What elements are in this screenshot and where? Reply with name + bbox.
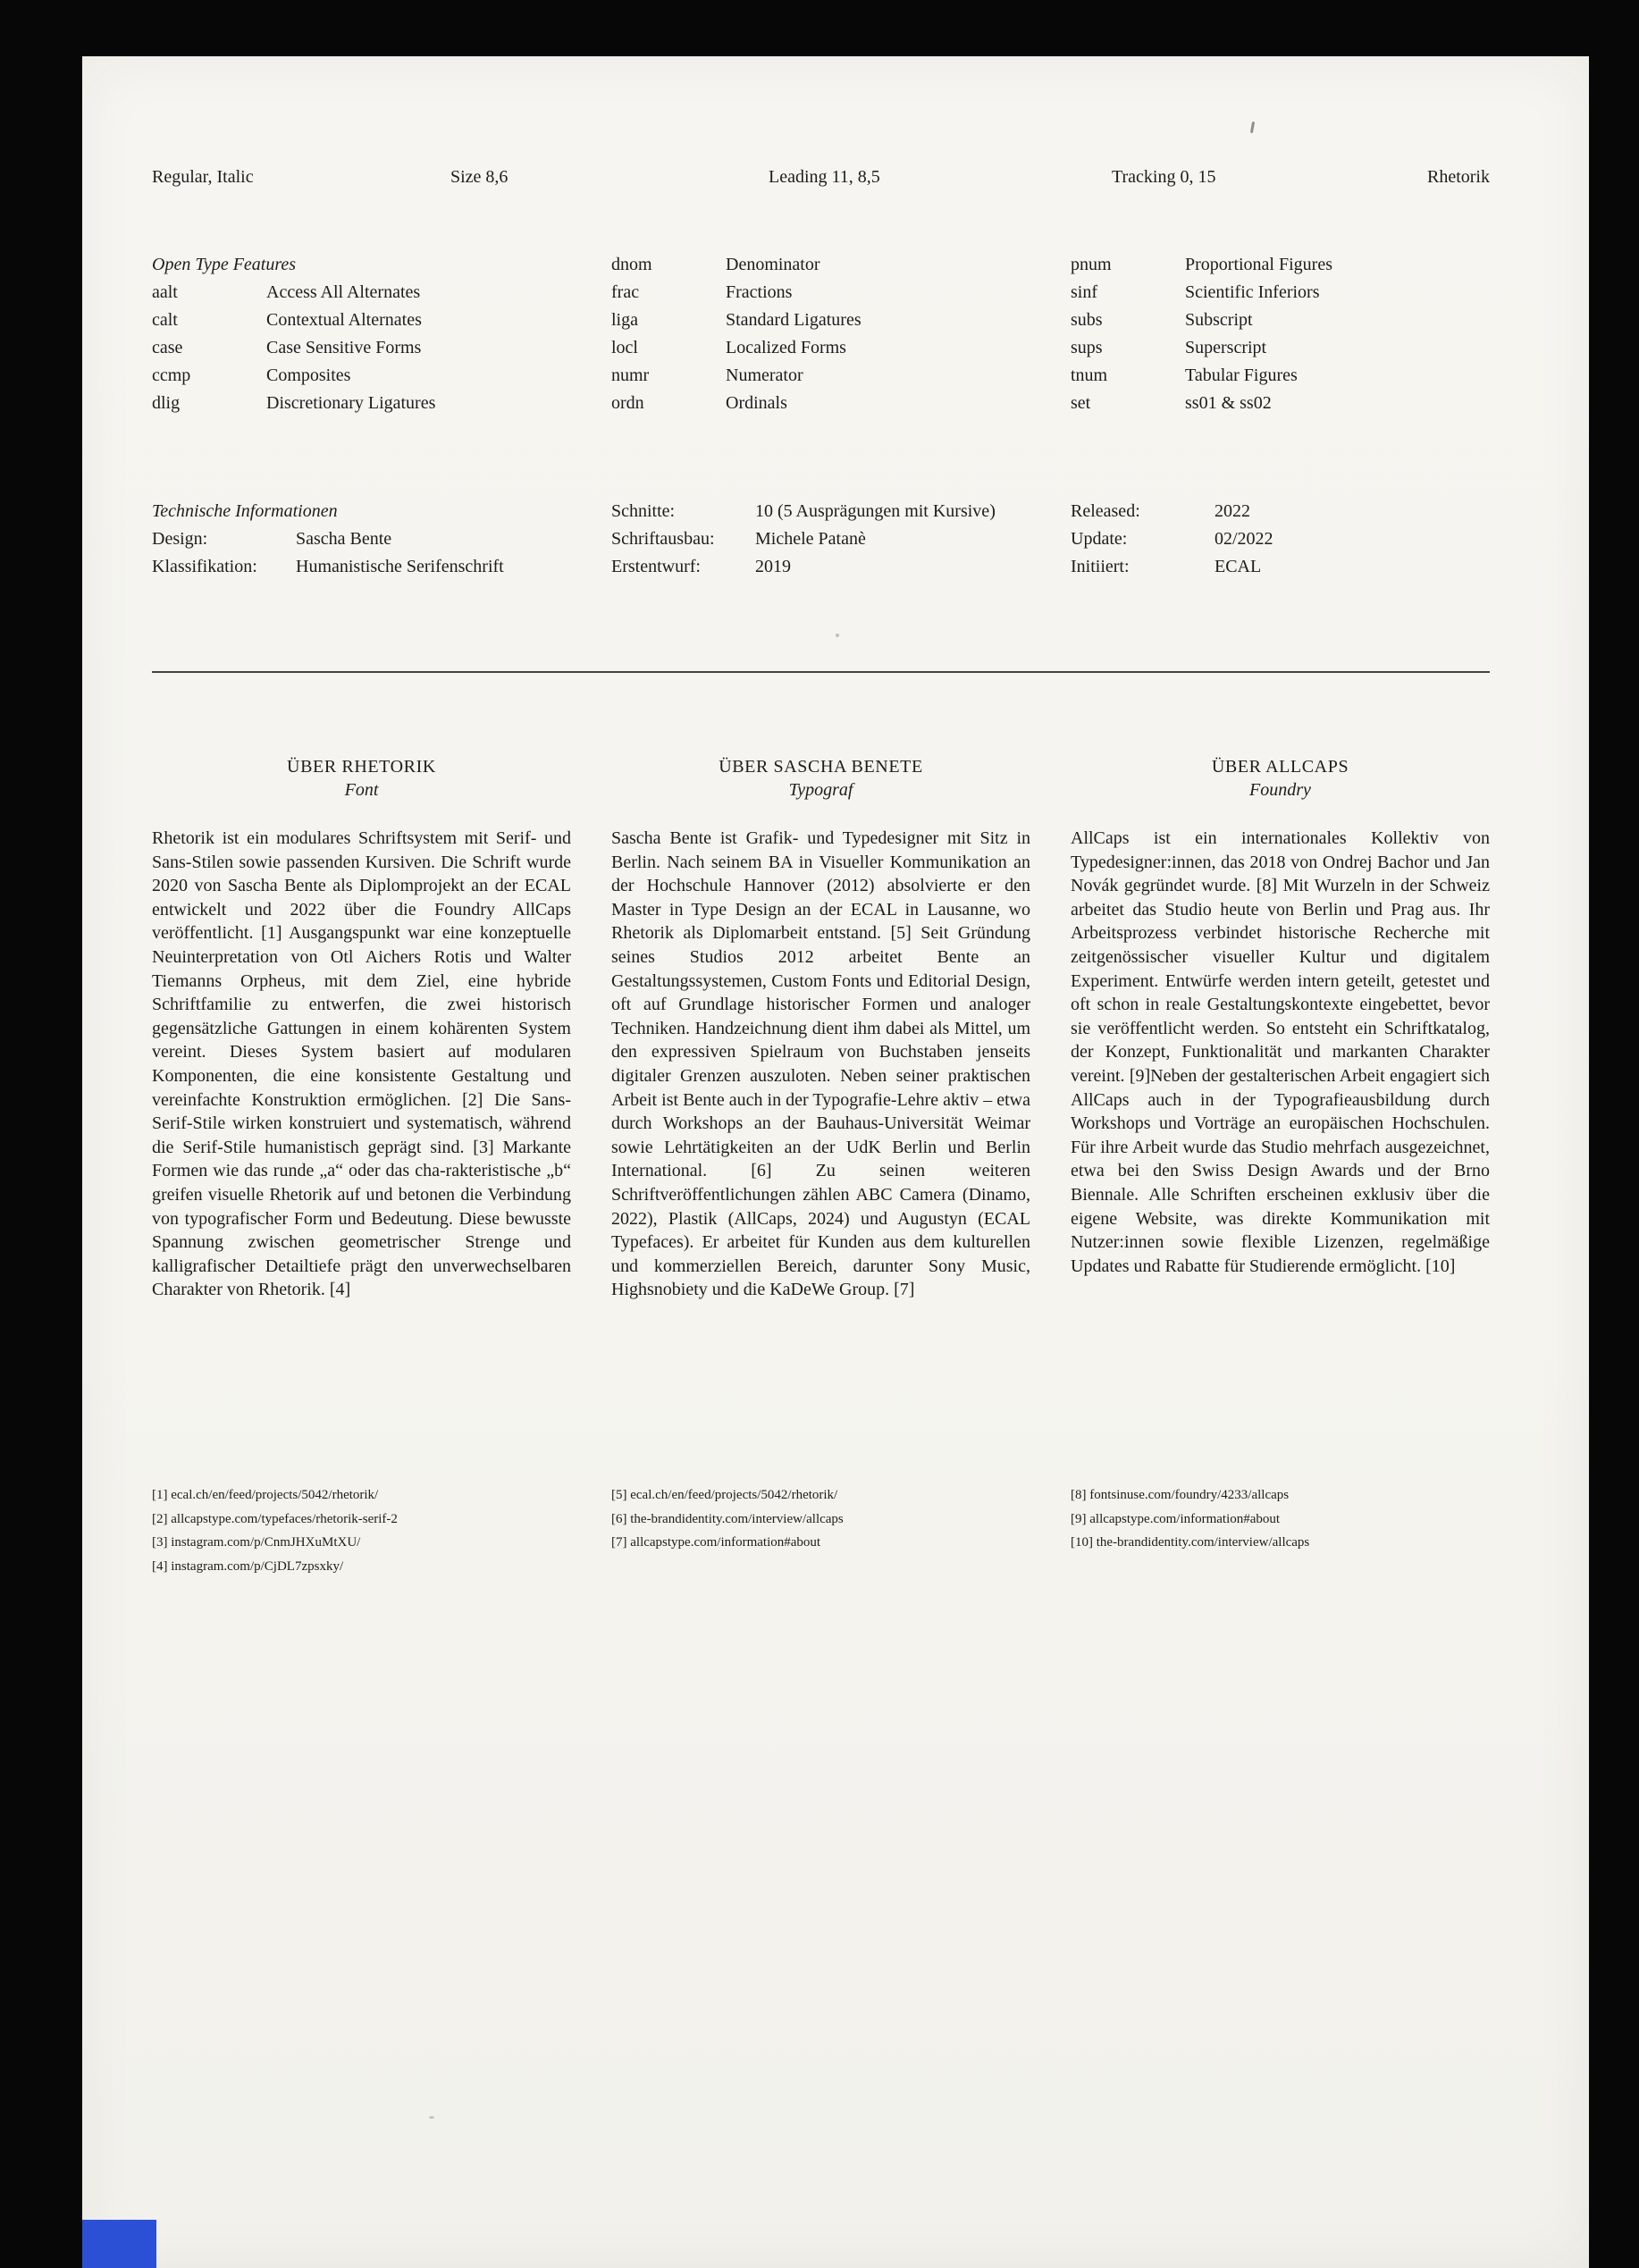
articles-section xyxy=(152,755,1490,1302)
footnote-item: [8] fontsinuse.com/foundry/4233/allcaps xyxy=(1071,1488,1290,1502)
technical-row xyxy=(152,553,571,581)
feature-tag: case xyxy=(152,338,183,357)
feature-name: Standard Ligatures xyxy=(726,310,862,330)
feature-tag: frac xyxy=(611,282,640,302)
technical-value: 2022 xyxy=(1215,501,1250,521)
article-allcaps xyxy=(1071,755,1490,1302)
feature-row xyxy=(611,251,1030,279)
feature-row xyxy=(611,334,1030,362)
footnote-list-2 xyxy=(611,1483,1030,1578)
technical-value: Michele Patanè xyxy=(755,529,866,549)
blue-corner-mark xyxy=(82,2220,156,2268)
feature-tag: subs xyxy=(1071,310,1103,330)
specimen-page xyxy=(82,56,1589,2268)
technical-row xyxy=(152,525,571,553)
feature-tag: locl xyxy=(611,338,638,357)
scan-artifact xyxy=(429,2116,434,2119)
feature-row xyxy=(611,362,1030,390)
article-heading: ÜBER SASCHA BENETE xyxy=(719,757,923,777)
feature-name: Composites xyxy=(266,365,351,385)
technical-info-section xyxy=(152,498,1490,581)
article-body: Rhetorik ist ein modulares Schriftsystem mit Serif- und Sans-Stilen sowie passenden Kursiven. Die Schrift wurde 2020 von Sascha Bente als Diplomprojekt an der ECAL entwickelt und 2022 über die Foundry AllCaps veröffentlicht. [1] Ausgangspunkt war eine konzeptuelle Neuinterpretation von Otl Aichers Rotis und Walter Tiemanns Orpheus, mit dem Ziel, eine hybride Schriftfamilie zu entwerfen, die zwei historisch gegensätzliche Gattungen in einem kohärenten System vereint. Dieses System basiert auf modularen Komponenten, die eine konsistente Gestaltung und vereinfachte Konstruktion ermöglichen. [2] Die Sans-Serif-Stile wirken konstruiert und systematisch, während die Serif-Stile humanistisch geprägt sind. [3] Markante Formen wie das runde „a“ oder das cha-rakteristische „b“ greifen visuelle Rhetorik auf und betonen die Verbindung von typografischer Form und Bedeutung. Diese bewusste Spannung zwischen geometrischer Strenge und kalligrafischer Detailtiefe prägt den unverwechselbaren Charakter von Rhetorik. [4] xyxy=(152,828,571,1300)
technical-column-1 xyxy=(152,498,571,581)
article-subheading: Foundry xyxy=(1249,780,1311,800)
opentype-features-section xyxy=(152,251,1490,417)
footnote-item: [5] ecal.ch/en/feed/projects/5042/rhetorik/ xyxy=(611,1488,838,1502)
feature-name: Proportional Figures xyxy=(1185,255,1332,274)
feature-row xyxy=(611,307,1030,334)
feature-tag: sinf xyxy=(1071,282,1097,302)
feature-name: Localized Forms xyxy=(726,338,846,357)
feature-name: Access All Alternates xyxy=(266,282,421,302)
feature-row xyxy=(611,279,1030,307)
feature-name: ss01 & ss02 xyxy=(1185,393,1272,413)
article-body: AllCaps ist ein internationales Kollektiv von Typedesigner:innen, das 2018 von Ondrej Bachor und Jan Novák gegründet wurde. [8] Mit Wurzeln in der Schweiz arbeitet das Studio heute von Berlin und Prag aus. Ihr Arbeitsprozess verbindet historische Recherche mit zeitgenössischer visueller Kultur und digitalem Experiment. Entwürfe werden intern geteilt, getestet und oft schon in reale Gestaltungskontexte eingebettet, bevor sie veröffentlicht werden. So entsteht ein Schriftkatalog, der Konzept, Funktionalität und markanten Charakter vereint. [9]Neben der gestalterischen Arbeit engagiert sich AllCaps auch in der Typografieausbildung durch Workshops und Vorträge an europäischen Hochschulen. Für ihre Arbeit wurde das Studio mehrfach ausgezeichnet, etwa bei den Swiss Design Awards und der Brno Biennale. Alle Schriften erscheinen exklusiv über die eigene Website, was direkte Kommunikation mit Nutzer:innen sowie flexible Lizenzen, regelmäßige Updates und Rabatte für Studierende ermöglicht. [10] xyxy=(1071,828,1490,1276)
article-heading: ÜBER ALLCAPS xyxy=(1211,757,1349,777)
feature-name: Discretionary Ligatures xyxy=(266,393,436,413)
article-sascha-bente xyxy=(611,755,1030,1302)
leading-label: Leading 11, 8,5 xyxy=(769,167,880,187)
technical-row xyxy=(1071,525,1490,553)
scan-artifact xyxy=(836,634,839,637)
feature-name: Case Sensitive Forms xyxy=(266,338,422,357)
technical-row xyxy=(1071,498,1490,525)
article-subheading: Font xyxy=(344,780,379,800)
feature-row xyxy=(152,279,571,307)
technical-list xyxy=(152,525,571,581)
feature-tag: dnom xyxy=(611,255,652,274)
feature-name: Contextual Alternates xyxy=(266,310,422,330)
feature-tag: dlig xyxy=(152,393,181,413)
feature-tag: tnum xyxy=(1071,365,1108,385)
feature-row xyxy=(152,390,571,417)
technical-label: Klassifikation: xyxy=(152,557,257,576)
technical-value: Sascha Bente xyxy=(296,529,392,549)
article-subheading: Typograf xyxy=(788,780,853,800)
technical-value: 10 (5 Ausprägungen mit Kursive) xyxy=(755,501,996,521)
document-title: Rhetorik xyxy=(1427,167,1490,187)
feature-row xyxy=(611,390,1030,417)
technical-heading: Technische Informationen xyxy=(152,501,338,521)
feature-row xyxy=(152,362,571,390)
technical-label: Released: xyxy=(1071,501,1140,521)
feature-name: Subscript xyxy=(1185,310,1253,330)
font-style-label: Regular, Italic xyxy=(152,167,254,187)
technical-value: 02/2022 xyxy=(1215,529,1273,549)
technical-row xyxy=(611,553,1030,581)
technical-value: 2019 xyxy=(755,557,791,576)
opentype-column-3 xyxy=(1071,251,1490,417)
feature-tag: set xyxy=(1071,393,1091,413)
footnote-list-3 xyxy=(1071,1483,1490,1578)
technical-column-3 xyxy=(1071,498,1490,581)
footnote-item: [10] the-brandidentity.com/interview/allcaps xyxy=(1071,1535,1310,1550)
technical-label: Erstentwurf: xyxy=(611,557,701,576)
feature-tag: ordn xyxy=(611,393,644,413)
feature-name: Fractions xyxy=(726,282,793,302)
footnote-item: [4] instagram.com/p/CjDL7zpsxky/ xyxy=(152,1558,344,1574)
feature-tag: numr xyxy=(611,365,650,385)
technical-label: Initiiert: xyxy=(1071,557,1130,576)
technical-label: Schnitte: xyxy=(611,501,676,521)
technical-value: Humanistische Serifenschrift xyxy=(296,557,504,576)
feature-row xyxy=(1071,362,1490,390)
feature-name: Superscript xyxy=(1185,338,1267,357)
size-label: Size 8,6 xyxy=(450,167,509,187)
feature-row xyxy=(1071,251,1490,279)
article-heading: ÜBER RHETORIK xyxy=(287,757,436,777)
feature-tag: ccmp xyxy=(152,365,191,385)
footnote-item: [6] the-brandidentity.com/interview/allcaps xyxy=(611,1511,844,1526)
feature-name: Ordinals xyxy=(726,393,787,413)
opentype-heading: Open Type Features xyxy=(152,255,297,274)
technical-column-2 xyxy=(611,498,1030,581)
feature-name: Numerator xyxy=(726,365,803,385)
opentype-column-1 xyxy=(152,251,571,417)
feature-row xyxy=(152,307,571,334)
technical-label: Design: xyxy=(152,529,208,549)
technical-label: Update: xyxy=(1071,529,1128,549)
feature-row xyxy=(1071,390,1490,417)
tracking-label: Tracking 0, 15 xyxy=(1112,167,1216,187)
feature-name: Tabular Figures xyxy=(1185,365,1298,385)
feature-tag: calt xyxy=(152,310,178,330)
feature-tag: sups xyxy=(1071,338,1103,357)
technical-row xyxy=(611,498,1030,525)
feature-row xyxy=(152,334,571,362)
feature-tag: pnum xyxy=(1071,255,1112,274)
divider-rule xyxy=(152,671,1490,673)
feature-name: Denominator xyxy=(726,255,820,274)
feature-list xyxy=(152,279,571,417)
feature-name: Scientific Inferiors xyxy=(1185,282,1320,302)
article-rhetorik xyxy=(152,755,571,1302)
footnotes-section xyxy=(152,1483,1490,1578)
footnote-item: [9] allcapstype.com/information#about xyxy=(1071,1511,1281,1526)
technical-value: ECAL xyxy=(1215,557,1262,576)
technical-row xyxy=(1071,553,1490,581)
footnote-item: [7] allcapstype.com/information#about xyxy=(611,1535,821,1550)
opentype-column-2 xyxy=(611,251,1030,417)
article-body: Sascha Bente ist Grafik- und Typedesigner mit Sitz in Berlin. Nach seinem BA in Visueller Kommunikation an der Hochschule Hannover (2012) absolvierte er den Master in Type Design an der ECAL in Lausanne, wo Rhetorik als Diplomarbeit entstand. [5] Seit Gründung seines Studios 2012 arbeitet Bente an Gestaltungssystemen, Custom Fonts und Editorial Design, oft auf Grundlage historischer Formen und analoger Techniken. Handzeichnung dient ihm dabei als Mittel, um den expressiven Spielraum von Buchstaben jenseits digitaler Grenzen auszuloten. Neben seiner praktischen Arbeit ist Bente auch in der Typografie-Lehre aktiv – etwa durch Workshops an der Bauhaus-Universität Weimar sowie Lehrtätigkeiten an der UdK Berlin und Berlin International. [6] Zu seinen weiteren Schriftveröffentlichungen zählen ABC Camera (Dinamo, 2022), Plastik (AllCaps, 2024) und Augustyn (ECAL Typefaces). Er arbeitet für Kunden aus dem kulturellen und kommerziellen Bereich, darunter Sony Music, Highsnobiety und die KaDeWe Group. [7] xyxy=(611,828,1030,1300)
footnote-list-1 xyxy=(152,1483,571,1578)
feature-row xyxy=(1071,279,1490,307)
technical-label: Schriftausbau: xyxy=(611,529,715,549)
page-header xyxy=(152,165,1490,190)
footnote-item: [2] allcapstype.com/typefaces/rhetorik-serif-2 xyxy=(152,1511,398,1526)
feature-tag: liga xyxy=(611,310,638,330)
footnote-item: [1] ecal.ch/en/feed/projects/5042/rhetorik/ xyxy=(152,1488,379,1502)
feature-tag: aalt xyxy=(152,282,178,302)
technical-row xyxy=(611,525,1030,553)
feature-row xyxy=(1071,307,1490,334)
feature-row xyxy=(1071,334,1490,362)
footnote-item: [3] instagram.com/p/CnmJHXuMtXU/ xyxy=(152,1535,361,1550)
